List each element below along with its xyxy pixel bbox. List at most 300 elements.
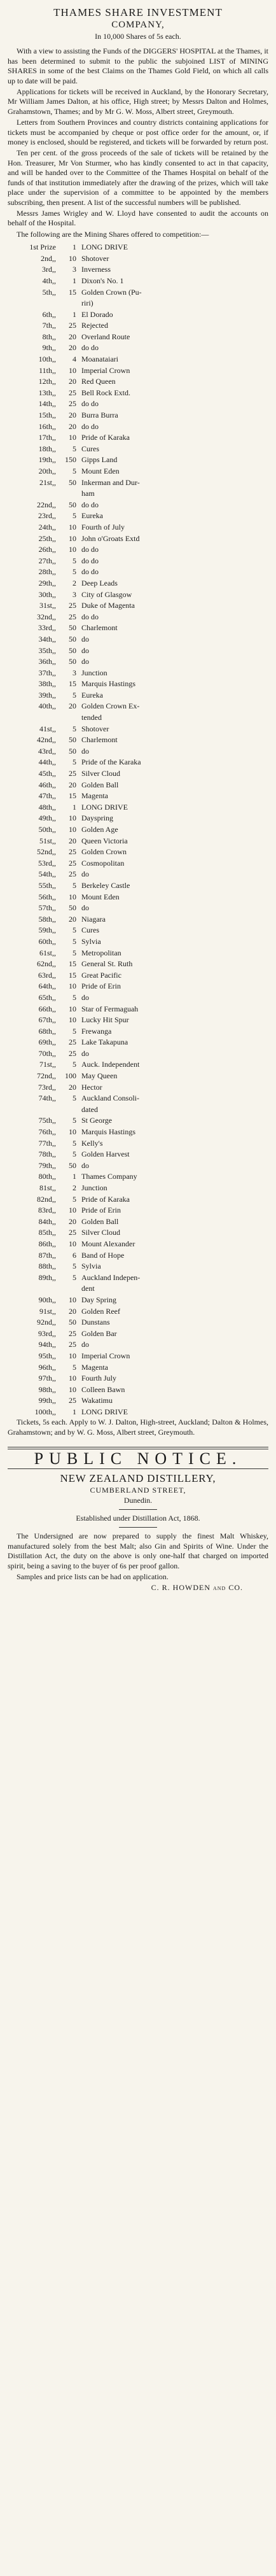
- prize-row: [8, 342, 268, 354]
- prize-row: [8, 992, 268, 1004]
- prize-claim-name: Fourth July: [81, 1374, 117, 1383]
- prize-amount: 1: [72, 243, 76, 252]
- prize-row: [8, 914, 268, 926]
- prize-rank: 46th,,: [38, 780, 56, 789]
- ad-closing: Tickets, 5s each. Apply to W. J. Dalton, High-street, Auckland; Dalton & Holmes, Grahamstown; and by W. G. Moss, Albert street, Greymouth.: [8, 1418, 268, 1437]
- prize-amount: 1: [72, 802, 76, 812]
- prize-row: [8, 668, 268, 679]
- prize-rank: 3rd,,: [42, 265, 56, 274]
- prize-amount: 10: [69, 1239, 76, 1248]
- prize-list: [8, 242, 268, 1418]
- prize-amount: 5: [72, 1060, 76, 1069]
- prize-amount: 50: [69, 903, 76, 913]
- prize-claim-name: Pride of Karaka: [81, 1194, 130, 1204]
- prize-rank: 51st,,: [39, 836, 56, 845]
- prize-row: [8, 332, 268, 343]
- prize-claim-name: Queen Victoria: [81, 836, 128, 845]
- prize-amount: 10: [69, 825, 76, 834]
- prize-row: [8, 959, 268, 970]
- ad-paragraph: Letters from Southern Provinces and country districts containing applications for tickets must be accompanied by cheque or post office order for the amount, or, if money is enclosed, should be registered, and tickets will be forwarded by return post.: [8, 118, 268, 147]
- prize-row: [8, 500, 268, 511]
- prize-row: [8, 724, 268, 735]
- prize-row: [8, 880, 268, 892]
- prize-rank: [8, 712, 61, 724]
- prize-row: [8, 287, 268, 299]
- prize-amount: 10: [69, 253, 76, 263]
- prize-amount: 25: [69, 399, 76, 409]
- prize-amount: 50: [69, 477, 76, 487]
- prize-rank: 2nd,,: [41, 253, 56, 263]
- prize-row: [8, 444, 268, 455]
- prize-rank: 23rd,,: [38, 511, 56, 521]
- prize-rank: 86th,,: [38, 1239, 56, 1248]
- prize-amount: 5: [72, 1026, 76, 1036]
- prize-row: [8, 1250, 268, 1262]
- prize-amount: 20: [69, 1216, 76, 1226]
- prize-row: [8, 1127, 268, 1138]
- prize-amount: 20: [69, 914, 76, 924]
- prize-claim-name: LONG DRIVE: [81, 802, 128, 812]
- prize-amount: 5: [72, 1094, 76, 1103]
- prize-rank: 69th,,: [38, 1038, 56, 1047]
- prize-claim-name: Pride of the Karaka: [81, 757, 141, 767]
- prize-amount: 50: [69, 500, 76, 509]
- prize-row: [8, 1160, 268, 1172]
- ad-paragraph: Ten per cent. of the gross proceeds of the sale of tickets will be retained by the Hon. Treasurer, Mr Von Sturmer, who has kindly consented to act in that capacity, and will be handed over to the Committee of the Thames Hospital on behalf of the funds of that institution immediately after the drawing of the prizes, which will take place under the supervision of a committee to be appointed by the members subscribing, then present. A list of the successful numbers will be published.: [8, 148, 268, 207]
- prize-amount: 20: [69, 332, 76, 341]
- prize-rank: 22nd,,: [37, 500, 56, 509]
- prize-row: [8, 735, 268, 746]
- prize-claim-name: Deep Leads: [81, 578, 118, 588]
- prize-row: [8, 1205, 268, 1216]
- prize-amount: 15: [69, 287, 76, 297]
- prize-claim-name: Inverness: [81, 265, 111, 274]
- prize-rank: 13th,,: [38, 388, 56, 397]
- prize-rank: 5th,,: [42, 287, 56, 297]
- prize-row: [8, 1138, 268, 1150]
- prize-rank: 88th,,: [38, 1262, 56, 1271]
- prize-rank: 68th,,: [38, 1026, 56, 1036]
- prize-row: [8, 1071, 268, 1082]
- prize-row: [8, 1115, 268, 1127]
- prize-row: [8, 264, 268, 276]
- prize-amount: 20: [69, 1306, 76, 1316]
- prize-amount: 15: [69, 791, 76, 801]
- prize-amount: 5: [72, 467, 76, 475]
- prize-row: [8, 376, 268, 388]
- prize-row: [8, 701, 268, 712]
- prize-row: [8, 892, 268, 903]
- prize-amount: 4: [72, 355, 76, 364]
- prize-rank: 44th,,: [38, 757, 56, 767]
- prize-row: [8, 533, 268, 545]
- prize-amount: [61, 712, 81, 724]
- prize-amount: 25: [69, 1328, 76, 1338]
- prize-rank: 56th,,: [38, 892, 56, 901]
- prize-claim-name: Lucky Hit Spur: [81, 1015, 129, 1025]
- prize-row: [8, 1239, 268, 1250]
- prize-claim-name: Cures: [81, 926, 99, 935]
- prize-amount: 50: [69, 623, 76, 633]
- prize-row: [8, 589, 268, 601]
- prize-row: [8, 1351, 268, 1362]
- prize-row: [8, 746, 268, 757]
- prize-amount: 20: [69, 411, 76, 420]
- ad-paragraph: With a view to assisting the Funds of the DIGGERS' HOSPITAL at the Thames, it has been determined to submit to the public the subjoined LIST of MINING SHARES in some of the best Claims on the Thames Gold Field, on which all calls up to date will be paid.: [8, 46, 268, 85]
- prize-row: [8, 1059, 268, 1071]
- prize-rank: 95th,,: [38, 1351, 56, 1360]
- prize-amount: 10: [69, 545, 76, 554]
- prize-rank: 76th,,: [38, 1127, 56, 1137]
- prize-rank: 16th,,: [38, 421, 56, 431]
- prize-claim-name: Mount Eden: [81, 892, 120, 901]
- ad-subheading: In 10,000 Shares of 5s each.: [95, 32, 181, 41]
- divider: [8, 1468, 268, 1469]
- prize-rank: 20th,,: [38, 467, 56, 475]
- prize-amount: 25: [69, 612, 76, 621]
- prize-row: [8, 488, 268, 500]
- prize-row: [8, 421, 268, 433]
- prize-amount: 5: [72, 1262, 76, 1271]
- prize-rank: [8, 488, 61, 500]
- prize-amount: 25: [69, 1228, 76, 1237]
- prize-row: [8, 780, 268, 791]
- prize-amount: 50: [69, 735, 76, 745]
- prize-row: [8, 1306, 268, 1318]
- prize-claim-name: LONG DRIVE: [81, 1407, 128, 1416]
- prize-claim-name: St George: [81, 1116, 113, 1125]
- prize-rank: 24th,,: [38, 522, 56, 531]
- prize-rank: 39th,,: [38, 690, 56, 700]
- divider: [119, 1509, 157, 1510]
- prize-claim-name: Niagara: [81, 914, 106, 924]
- divider: [119, 1527, 157, 1528]
- prize-row: [8, 1171, 268, 1183]
- prize-rank: 50th,,: [38, 825, 56, 834]
- prize-row: [8, 398, 268, 410]
- prize-rank: 11th,,: [39, 365, 56, 375]
- prize-row: [8, 298, 268, 309]
- prize-amount: 10: [69, 533, 76, 543]
- prize-amount: 10: [69, 813, 76, 823]
- prize-amount: 25: [69, 321, 76, 330]
- prize-row: [8, 1048, 268, 1060]
- prize-row: [8, 1026, 268, 1038]
- prize-rank: 36th,,: [38, 657, 56, 666]
- prize-claim-name: Overland Route: [81, 332, 130, 341]
- prize-rank: 71st,,: [39, 1060, 56, 1069]
- prize-claim-name: Magenta: [81, 1362, 108, 1372]
- prize-claim-name: do: [81, 1340, 89, 1349]
- prize-rank: 90th,,: [38, 1295, 56, 1304]
- prize-claim-name: Berkeley Castle: [81, 880, 130, 890]
- prize-row: [8, 768, 268, 780]
- prize-row: [8, 1183, 268, 1194]
- prize-row: [8, 1317, 268, 1328]
- prize-claim-name: Mount Alexander: [81, 1239, 135, 1248]
- prize-amount: 25: [69, 1038, 76, 1047]
- prize-rank: 17th,,: [38, 433, 56, 442]
- prize-amount: 5: [72, 992, 76, 1002]
- prize-row: [8, 1384, 268, 1396]
- prize-row: [8, 1216, 268, 1228]
- prize-row: [8, 690, 268, 701]
- prize-rank: 59th,,: [38, 926, 56, 935]
- prize-rank: 30th,,: [38, 589, 56, 599]
- prize-rank: 12th,,: [38, 377, 56, 386]
- prize-rank: 62nd,,: [37, 959, 56, 969]
- distillery-body: The Undersigned are now prepared to supply the finest Malt Whiskey, manufactured solely from the best Malt; also Gin and Spirits of Wine. Under the Distillation Act, the duty on the above is only one-half that charged on imported spirit, being a saving to the buyer of 6s per proof gallon.: [8, 1531, 268, 1570]
- prize-amount: 5: [72, 926, 76, 935]
- prize-claim-name: May Queen: [81, 1071, 118, 1081]
- prize-claim-name: El Dorado: [81, 309, 113, 319]
- prize-row: [8, 925, 268, 936]
- prize-claim-name: Mount Eden: [81, 467, 120, 475]
- prize-rank: 1st Prize: [29, 243, 56, 252]
- prize-rank: 78th,,: [38, 1150, 56, 1159]
- prize-row: [8, 791, 268, 802]
- prize-row: [8, 567, 268, 578]
- prize-amount: 10: [69, 433, 76, 442]
- prize-row: [8, 981, 268, 992]
- prize-claim-name: Golden Reef: [81, 1306, 120, 1316]
- prize-amount: 2: [72, 578, 76, 588]
- prize-amount: 1: [72, 309, 76, 319]
- prize-rank: 65th,,: [38, 992, 56, 1002]
- prize-rank: 4th,,: [42, 276, 56, 285]
- prize-claim-name: Lake Takapuna: [81, 1038, 128, 1047]
- prize-rank: 52nd,,: [37, 847, 56, 857]
- prize-amount: 5: [72, 1138, 76, 1148]
- prize-claim-name: do: [81, 645, 89, 655]
- prize-amount: 20: [69, 343, 76, 353]
- prize-amount: 10: [69, 982, 76, 991]
- prize-claim-name: Auck. Independent: [81, 1060, 140, 1069]
- prize-rank: 54th,,: [38, 869, 56, 879]
- prize-claim-name: Metropolitan: [81, 948, 121, 957]
- prize-claim-name: do: [81, 903, 89, 913]
- prize-amount: 25: [69, 388, 76, 397]
- prize-row: [8, 320, 268, 332]
- prize-rank: 82nd,,: [37, 1194, 56, 1204]
- prize-row: [8, 1149, 268, 1160]
- prize-row: [8, 802, 268, 813]
- prize-rank: 81st,,: [39, 1183, 56, 1192]
- prize-rank: 33rd,,: [38, 623, 56, 633]
- prize-rank: 28th,,: [38, 567, 56, 577]
- prize-claim-name: Auckland Consoli-: [81, 1094, 139, 1103]
- prize-rank: 57th,,: [38, 903, 56, 913]
- prize-row: [8, 1261, 268, 1272]
- prize-row: [8, 522, 268, 533]
- prize-row: [8, 1093, 268, 1104]
- prize-row: [8, 679, 268, 690]
- prize-rank: 31st,,: [39, 601, 56, 610]
- prize-rank: 34th,,: [38, 634, 56, 644]
- prize-row: [8, 1407, 268, 1418]
- prize-amount: 1: [72, 1407, 76, 1416]
- prize-amount: 25: [69, 1048, 76, 1058]
- prize-row: [8, 432, 268, 444]
- prize-claim-name: Thames Company: [81, 1172, 137, 1181]
- prize-claim-name: Marquis Hastings: [81, 1127, 135, 1137]
- prize-rank: 8th,,: [42, 332, 56, 341]
- prize-claim-name: Hector: [81, 1082, 102, 1092]
- prize-amount: 5: [72, 1150, 76, 1159]
- prize-rank: 89th,,: [38, 1272, 56, 1282]
- prize-rank: 74th,,: [38, 1094, 56, 1103]
- prize-rank: 35th,,: [38, 645, 56, 655]
- prize-claim-name: City of Glasgow: [81, 589, 132, 599]
- prize-claim-name: Duke of Magenta: [81, 601, 135, 610]
- prize-claim-name: riri): [81, 299, 93, 308]
- prize-amount: 15: [69, 959, 76, 969]
- prize-claim-name: Fourth of July: [81, 522, 125, 531]
- prize-amount: 25: [69, 858, 76, 868]
- prize-rank: 26th,,: [38, 545, 56, 554]
- prize-row: [8, 466, 268, 477]
- prize-claim-name: Pride of Karaka: [81, 433, 130, 442]
- prize-rank: 91st,,: [39, 1306, 56, 1316]
- prize-amount: 20: [69, 780, 76, 789]
- prize-claim-name: Shotover: [81, 253, 109, 263]
- prize-claim-name: do do: [81, 399, 99, 409]
- prize-claim-name: Eureka: [81, 690, 103, 700]
- prize-amount: 10: [69, 1384, 76, 1394]
- prize-claim-name: Bell Rock Extd.: [81, 388, 130, 397]
- prize-rank: 38th,,: [38, 679, 56, 689]
- prize-claim-name: Rejected: [81, 321, 108, 330]
- prize-rank: 77th,,: [38, 1138, 56, 1148]
- prize-rank: 97th,,: [38, 1374, 56, 1383]
- prize-rank: 60th,,: [38, 936, 56, 946]
- prize-rank: 72nd,,: [37, 1071, 56, 1081]
- prize-claim-name: LONG DRIVE: [81, 243, 128, 252]
- prize-rank: [8, 1283, 61, 1295]
- prize-row: [8, 388, 268, 399]
- prize-claim-name: Junction: [81, 1183, 107, 1192]
- prize-rank: 45th,,: [38, 769, 56, 778]
- prize-amount: 5: [72, 567, 76, 577]
- prize-amount: 10: [69, 1374, 76, 1383]
- prize-row: [8, 1339, 268, 1351]
- prize-row: [8, 1328, 268, 1340]
- prize-claim-name: Dixon's No. 1: [81, 276, 124, 285]
- prize-amount: 15: [69, 679, 76, 689]
- prize-row: [8, 847, 268, 858]
- prize-amount: 50: [69, 746, 76, 756]
- prize-amount: [61, 488, 81, 500]
- prize-rank: 99th,,: [38, 1396, 56, 1405]
- prize-rank: 98th,,: [38, 1384, 56, 1394]
- prize-claim-name: Golden Crown: [81, 847, 127, 857]
- prize-rank: 47th,,: [38, 791, 56, 801]
- prize-amount: 5: [72, 948, 76, 957]
- prize-claim-name: Red Queen: [81, 377, 116, 386]
- ad-paragraph: Applications for tickets will be received in Auckland, by the Honorary Secretary, Mr William James Dalton, at his office, High street; by Messrs Dalton and Holmes, Grahamstown, Thames; and by Mr G. W. Moss, Albert street, Greymouth.: [8, 87, 268, 116]
- prize-claim-name: Imperial Crown: [81, 365, 130, 375]
- prize-rank: 21st,,: [39, 477, 56, 487]
- prize-row: [8, 1373, 268, 1384]
- prize-row: [8, 903, 268, 914]
- prize-amount: 50: [69, 634, 76, 644]
- prize-rank: 83rd,,: [38, 1206, 56, 1215]
- prize-row: [8, 365, 268, 377]
- ad-paragraph: Messrs James Wrigley and W. Lloyd have consented to audit the accounts on behalf of the Hospital.: [8, 208, 268, 228]
- prize-amount: 25: [69, 869, 76, 879]
- prize-row: [8, 970, 268, 982]
- prize-claim-name: Great Pacific: [81, 970, 121, 980]
- prize-row: [8, 477, 268, 489]
- prize-claim-name: do: [81, 992, 89, 1002]
- prize-claim-name: Gipps Land: [81, 455, 118, 465]
- prize-amount: 5: [72, 1272, 76, 1282]
- prize-rank: 48th,,: [38, 802, 56, 812]
- prize-amount: 10: [69, 1206, 76, 1215]
- prize-rank: 19th,,: [38, 455, 56, 465]
- prize-row: [8, 556, 268, 567]
- prize-claim-name: Auckland Indepen-: [81, 1272, 141, 1282]
- prize-amount: 20: [69, 377, 76, 386]
- prize-claim-name: Day Spring: [81, 1295, 116, 1304]
- prize-claim-name: Golden Bar: [81, 1328, 117, 1338]
- prize-amount: 1: [72, 276, 76, 285]
- prize-row: [8, 242, 268, 253]
- prize-claim-name: Sylvia: [81, 1262, 101, 1271]
- prize-rank: 96th,,: [38, 1362, 56, 1372]
- prize-claim-name: Golden Crown (Pu-: [81, 287, 142, 297]
- prize-amount: 25: [69, 1396, 76, 1405]
- prize-claim-name: Eureka: [81, 511, 103, 521]
- prize-rank: 100th,,: [34, 1407, 56, 1416]
- prize-amount: 100: [65, 1071, 76, 1081]
- prize-claim-name: Golden Ball: [81, 1216, 119, 1226]
- prize-amount: 20: [69, 701, 76, 711]
- prize-row: [8, 656, 268, 668]
- prize-claim-name: do do: [81, 556, 99, 565]
- prize-rank: 18th,,: [38, 444, 56, 453]
- prize-amount: 20: [69, 836, 76, 845]
- prize-claim-name: Silver Cloud: [81, 769, 121, 778]
- prize-claim-name: Band of Hope: [81, 1250, 125, 1260]
- prize-claim-name: do do: [81, 567, 99, 577]
- prize-claim-name: do: [81, 657, 89, 666]
- prize-claim-name: do: [81, 1160, 89, 1170]
- prize-claim-name: Silver Cloud: [81, 1228, 121, 1237]
- public-notice-heading: PUBLIC NOTICE.: [34, 1449, 242, 1468]
- distillery-name: NEW ZEALAND DISTILLERY,: [60, 1472, 216, 1484]
- prize-row: [8, 276, 268, 287]
- prize-amount: 3: [72, 265, 76, 274]
- prize-row: [8, 454, 268, 466]
- prize-claim-name: Dunstans: [81, 1318, 110, 1327]
- prize-row: [8, 1015, 268, 1026]
- prize-row: [8, 1283, 268, 1295]
- prize-rank: [8, 1104, 61, 1116]
- prize-claim-name: do: [81, 634, 89, 644]
- prize-rank: 32nd,,: [37, 612, 56, 621]
- prize-rank: 40th,,: [38, 701, 56, 711]
- prize-claim-name: Pride of Erin: [81, 982, 121, 991]
- prize-row: [8, 858, 268, 869]
- prize-claim-name: Frewanga: [81, 1026, 112, 1036]
- prize-rank: 29th,,: [38, 578, 56, 588]
- prize-claim-name: do do: [81, 343, 99, 353]
- prize-claim-name: tended: [81, 713, 102, 722]
- prize-claim-name: Moanataiari: [81, 355, 118, 364]
- prize-amount: 25: [69, 1340, 76, 1349]
- prize-claim-name: Burra Burra: [81, 411, 118, 420]
